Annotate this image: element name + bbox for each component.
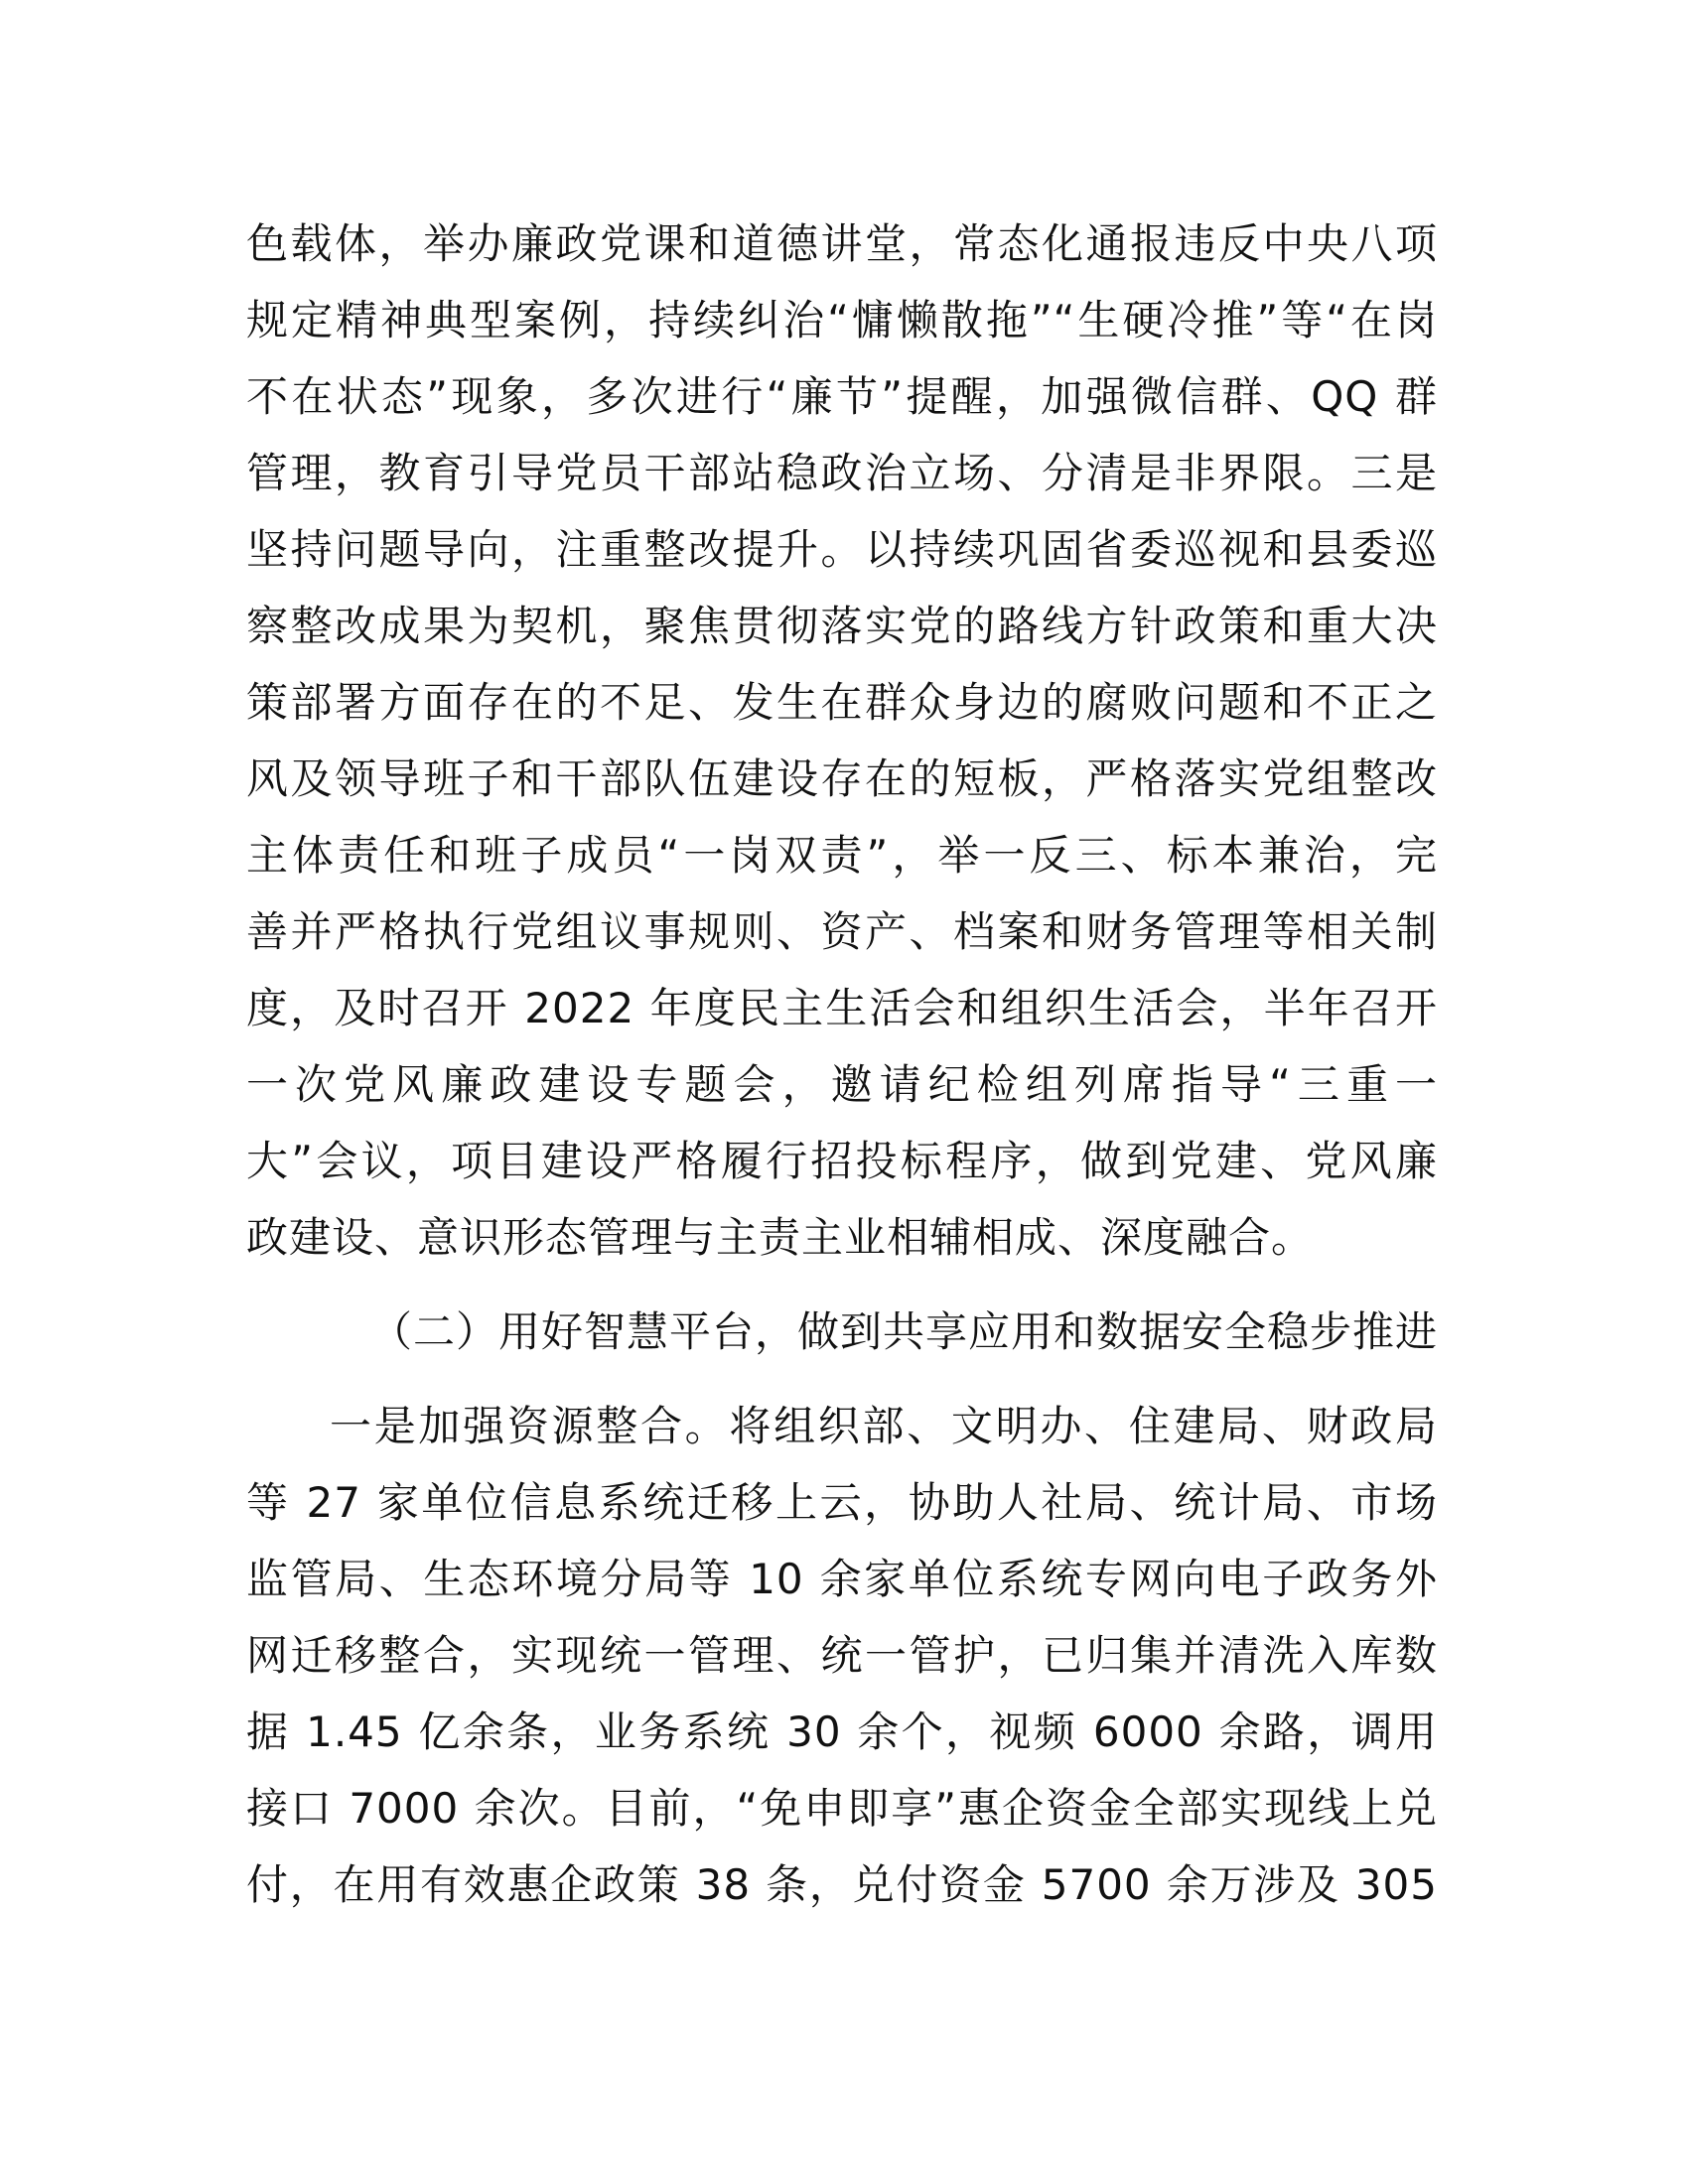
text-line: 监管局、生态环境分局等 10 余家单位系统专网向电子政务外 xyxy=(246,1555,1438,1603)
text-line: 政建设、意识形态管理与主责主业相辅相成、深度融合。 xyxy=(246,1213,1315,1262)
text-line: 规定精神典型案例，持续纠治“慵懒散拖”“生硬冷推”等“在岗 xyxy=(246,296,1438,344)
text-line: 一次党风廉政建设专题会，邀请纪检组列席指导“三重一 xyxy=(246,1060,1438,1109)
text-line: 网迁移整合，实现统一管理、统一管护，已归集并清洗入库数 xyxy=(246,1631,1438,1680)
text-line: 色载体，举办廉政党课和道德讲堂，常态化通报违反中央八项 xyxy=(246,219,1438,268)
text-line: 风及领导班子和干部队伍建设存在的短板，严格落实党组整改 xyxy=(246,754,1438,803)
text-line: 据 1.45 亿余条，业务系统 30 余个，视频 6000 余路，调用 xyxy=(246,1707,1438,1756)
text-line: 策部署方面存在的不足、发生在群众身边的腐败问题和不正之 xyxy=(246,678,1438,727)
text-line: 一是加强资源整合。将组织部、文明办、住建局、财政局 xyxy=(330,1402,1438,1450)
text-line: 大”会议，项目建设严格履行招投标程序，做到党建、党风廉 xyxy=(246,1137,1438,1185)
paragraph-resource-integration xyxy=(246,1388,1438,1923)
text-line: 主体责任和班子成员“一岗双责”，举一反三、标本兼治，完 xyxy=(246,831,1438,880)
paragraph-continued xyxy=(246,205,1438,1276)
text-line: 坚持问题导向，注重整改提升。以持续巩固省委巡视和县委巡 xyxy=(246,525,1438,574)
text-line: 付，在用有效惠企政策 38 条，兑付资金 5700 余万涉及 305 xyxy=(246,1860,1438,1909)
text-line: 接口 7000 余次。目前，“免申即享”惠企资金全部实现线上兑 xyxy=(246,1784,1438,1833)
text-line: 度，及时召开 2022 年度民主生活会和组织生活会，半年召开 xyxy=(246,984,1438,1032)
text-line: 不在状态”现象，多次进行“廉节”提醒，加强微信群、QQ 群 xyxy=(246,372,1438,421)
text-line: 察整改成果为契机，聚焦贯彻落实党的路线方针政策和重大决 xyxy=(246,602,1438,650)
text-line: 管理，教育引导党员干部站稳政治立场、分清是非界限。三是 xyxy=(246,449,1438,497)
text-line: 等 27 家单位信息系统迁移上云，协助人社局、统计局、市场 xyxy=(246,1478,1438,1527)
text-line: 善并严格执行党组议事规则、资产、档案和财务管理等相关制 xyxy=(246,907,1438,956)
section-heading-block xyxy=(246,1294,1438,1370)
section-heading: （二）用好智慧平台，做到共享应用和数据安全稳步推进 xyxy=(369,1307,1438,1356)
